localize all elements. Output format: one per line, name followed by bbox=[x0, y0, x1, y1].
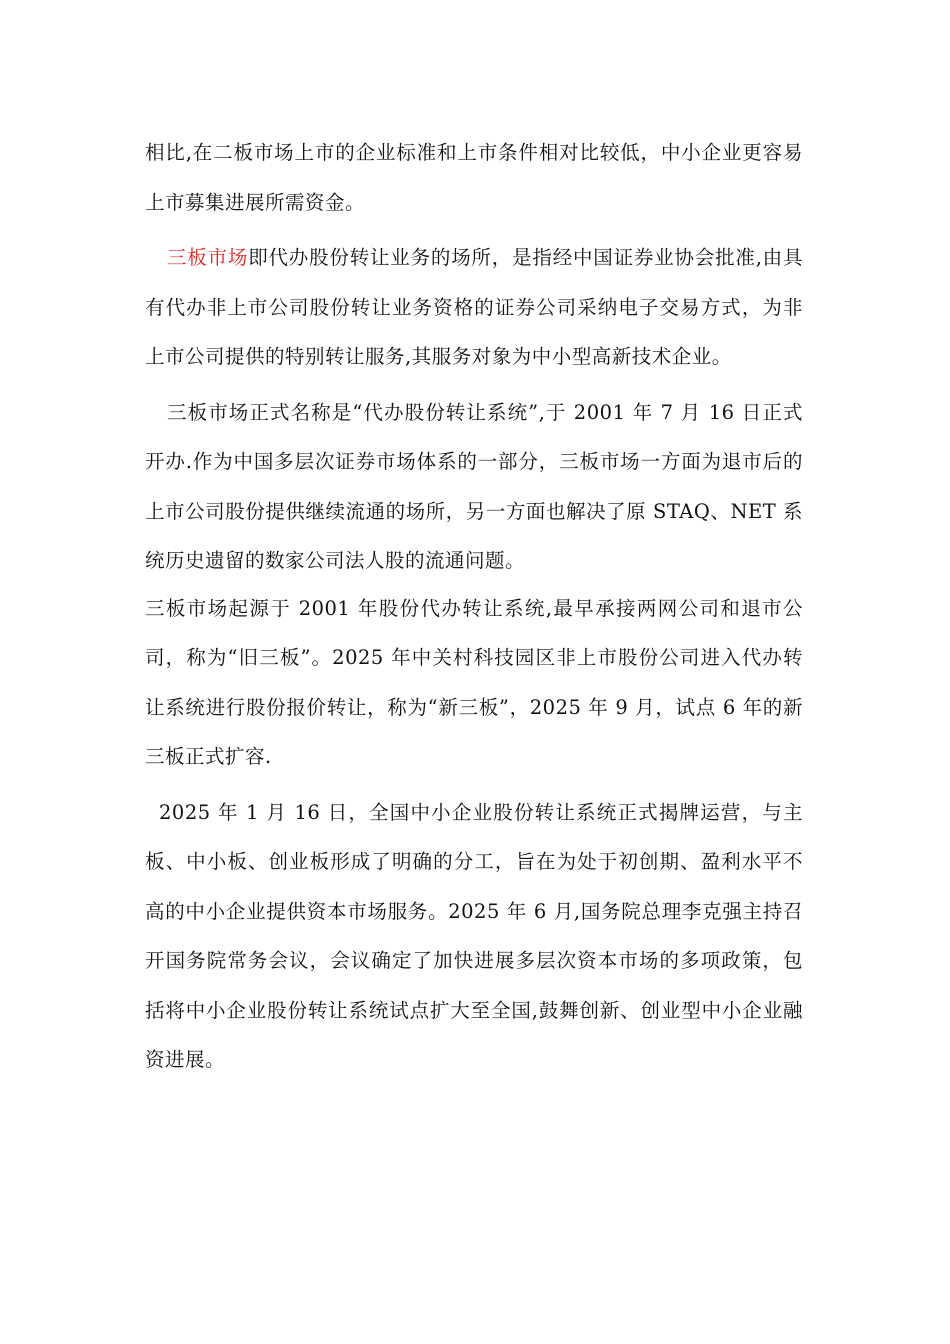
paragraph-2 bbox=[145, 233, 803, 382]
paragraph-5: 2025 年 1 月 16 日，全国中小企业股份转让系统正式揭牌运营，与主板、中小板、创业板形成了明确的分工，旨在为处于初创期、盈利水平不高的中小企业提供资本市场服务。2025 年 6 月,国务院总理李克强主持召开国务院常务会议，会议确定了加快进展多层次资本市场的多项政策，包括将中小企业股份转让系统试点扩大至全国,鼓舞创新、创业型中小企业融资进展。 bbox=[145, 800, 803, 1071]
document-body bbox=[145, 128, 803, 1085]
paragraph-1: 相比,在二板市场上市的企业标准和上市条件相对比较低，中小企业更容易上市募集进展所需资金。 bbox=[145, 141, 803, 214]
paragraph-2-text: 即代办股份转让业务的场所，是指经中国证券业协会批准,由具有代办非上市公司股份转让业务资格的证券公司采纳电子交易方式，为非上市公司提供的特别转让服务,其服务对象为中小型高新技术企业。 bbox=[145, 246, 803, 368]
highlighted-term: 三板市场 bbox=[167, 246, 249, 269]
paragraph-3: 三板市场正式名称是“代办股份转让系统”,于 2001 年 7 月 16 日正式开办.作为中国多层次证券市场体系的一部分，三板市场一方面为退市后的上市公司股份提供继续流通的场所，另一方面也解决了原 STAQ、NET 系统历史遗留的数家公司法人股的流通问题。 bbox=[145, 400, 803, 572]
paragraph-4: 三板市场起源于 2001 年股份代办转让系统,最早承接两网公司和退市公司，称为“旧三板”。2025 年中关村科技园区非上市股份公司进入代办转让系统进行股份报价转让，称为“新三板”，2025 年 9 月，试点 6 年的新三板正式扩容. bbox=[145, 596, 803, 768]
